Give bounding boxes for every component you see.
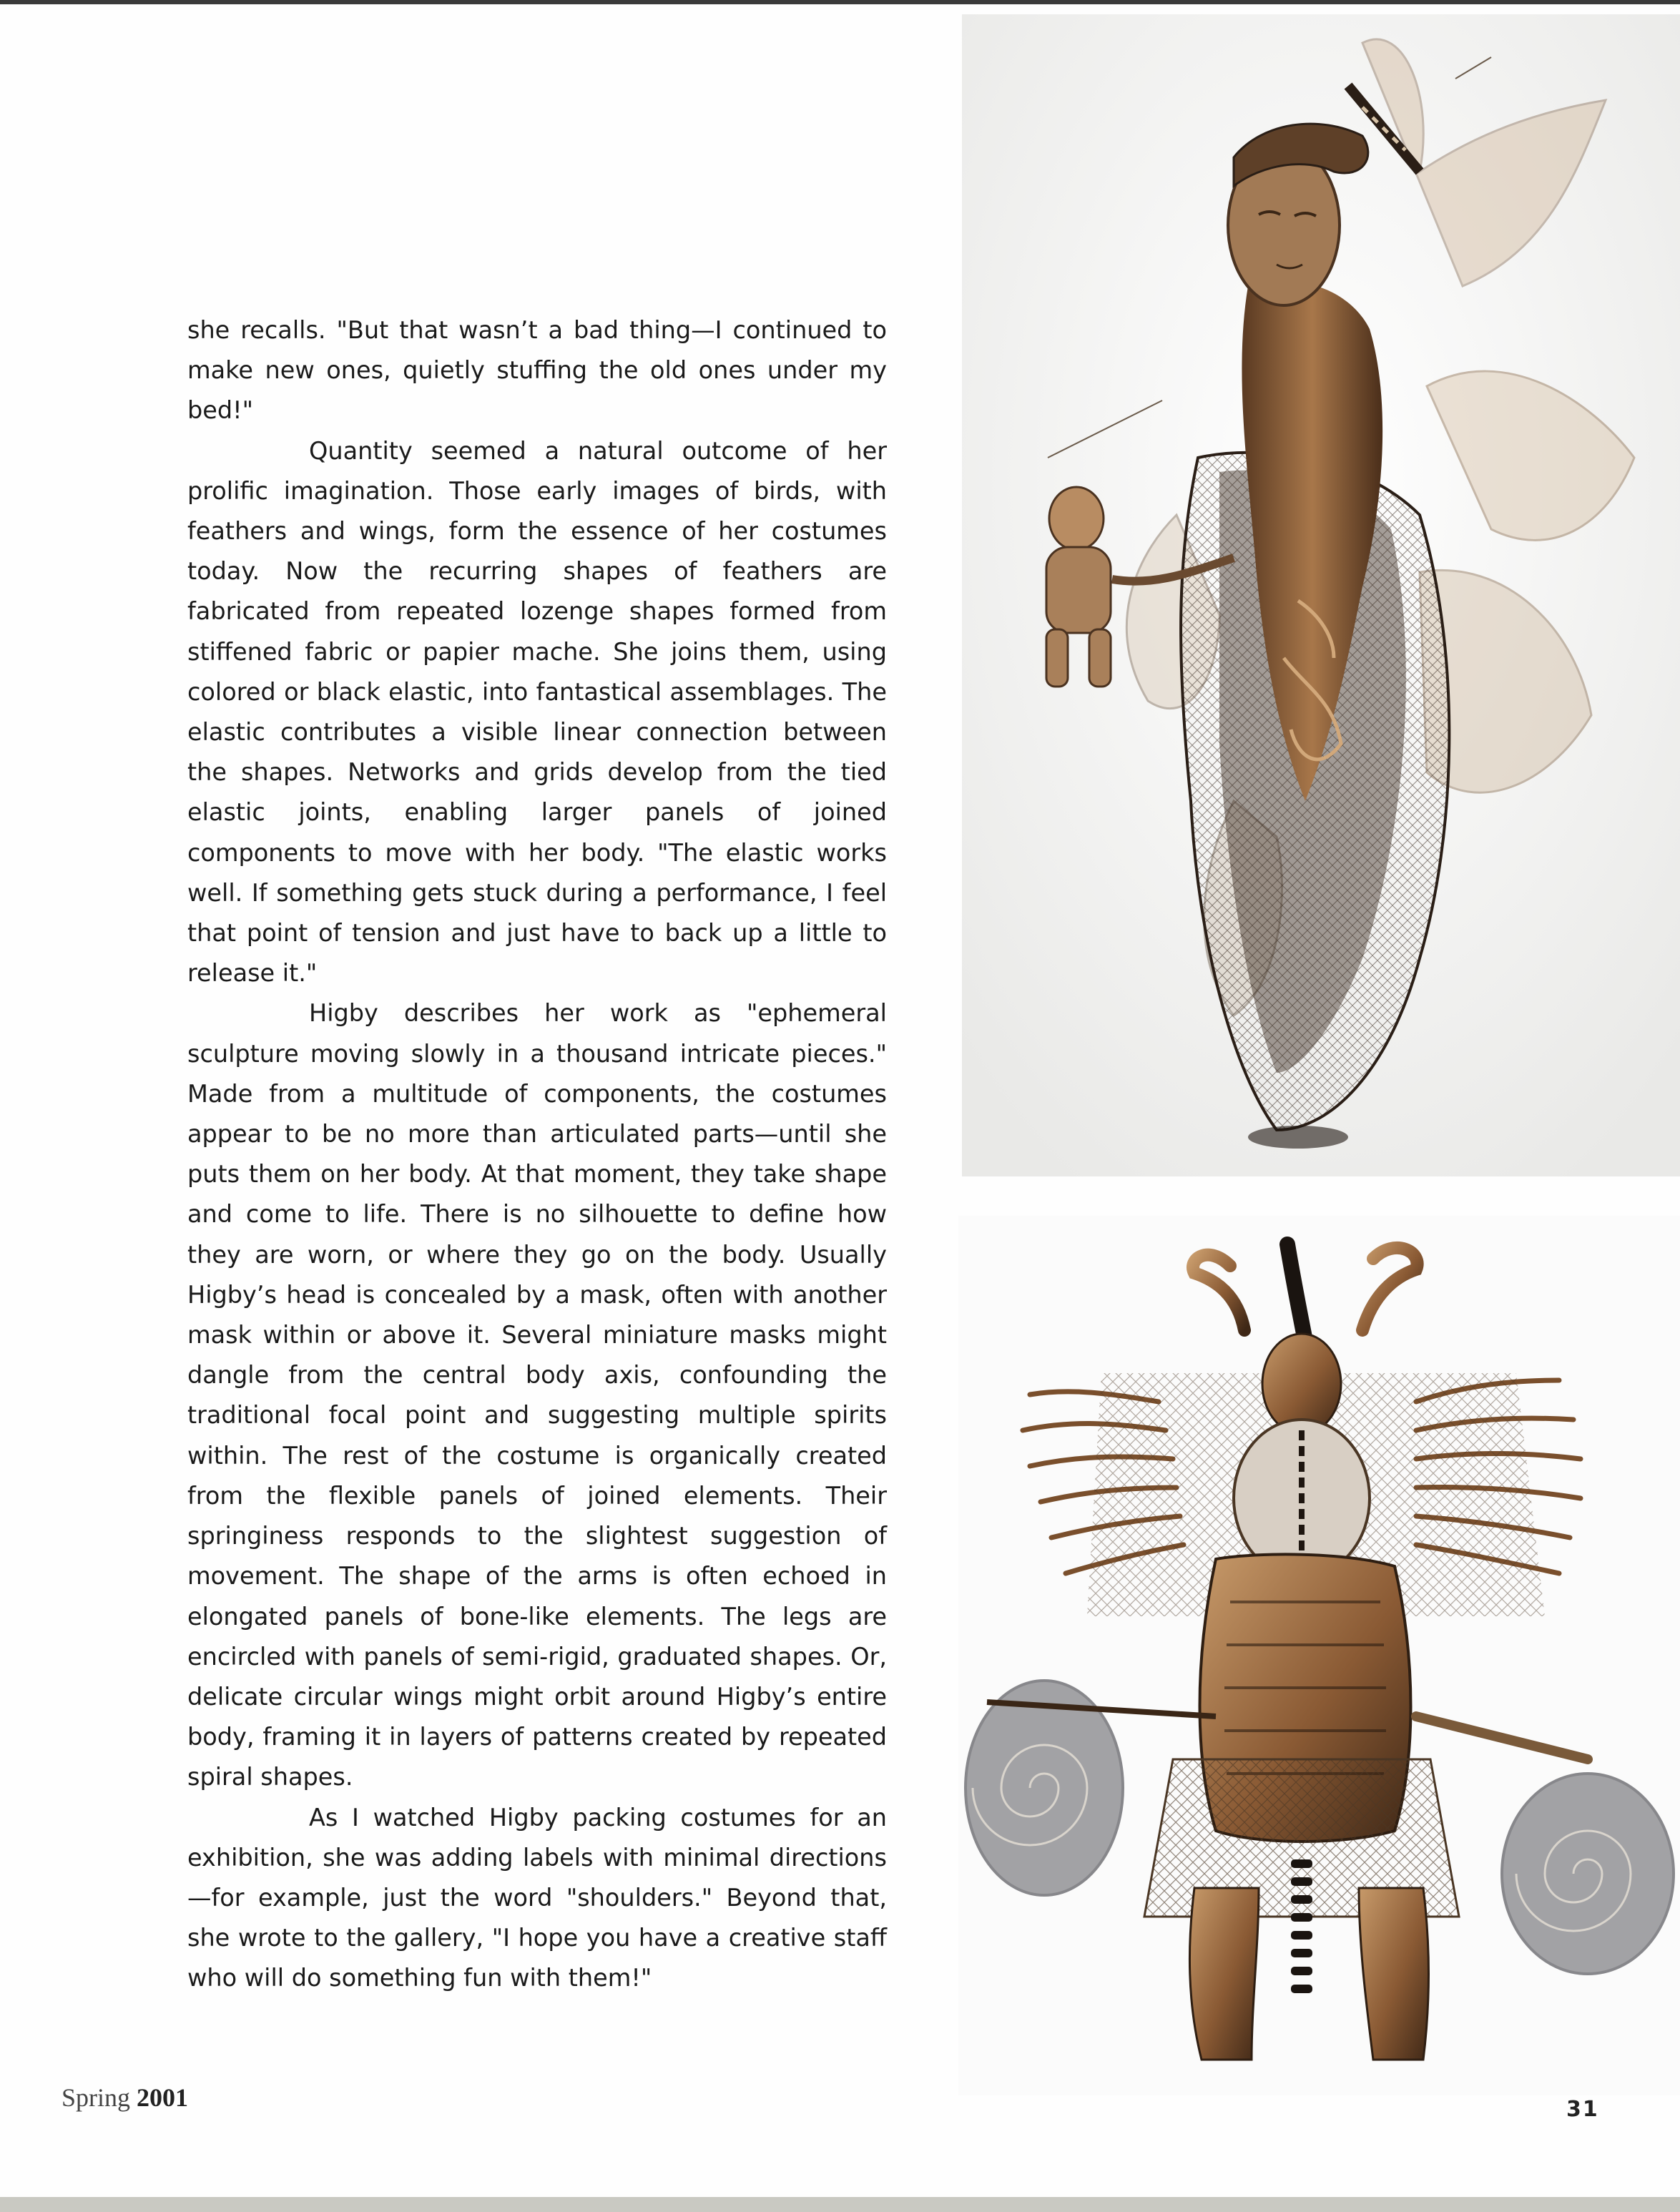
page-number: 31 <box>1566 2097 1599 2122</box>
article-paragraph-4: As I watched Higby packing costumes for an exhibition, she was adding labels with minimal directions—for example, just the word "shoulders." Beyond that, she wrote to the gallery, "I hope you have a creative staff who will do something fun with them!" <box>187 1803 887 1992</box>
costume-illustration-standing <box>962 14 1680 1176</box>
article-paragraph-3: Higby describes her work as "ephemeral sculpture moving slowly in a thousand intricate pieces." Made from a multitude of components, the costumes appear to be no more than articulated parts—until she puts them on her body. At that moment, they take shape and come to life. There is no silhouette to define how they are worn, or where they go on the body. Usually Higby’s head is concealed by a mask, often with another mask within or above it. Several miniature masks might dangle from the central body axis, confounding the traditional focal point and suggesting multiple spirits within. The rest of the costume is organically created from the flexible panels of joined elements. Their springiness responds to the slightest suggestion of movement. The shape of the arms is often echoed in elongated panels of bone-like elements. The legs are encircled with panels of semi-rigid, graduated shapes. Or, delicate circular wings might orbit around Higby’s entire body, framing it in layers of patterns created by repeated spiral shapes. <box>187 999 887 1791</box>
article-body <box>187 310 887 1999</box>
footer-season: Spring <box>62 2083 131 2112</box>
article-paragraph-1: she recalls. "But that wasn’t a bad thing—I continued to make new ones, quietly stuffing the old ones under my bed!" <box>187 316 887 425</box>
footer-year: 2001 <box>137 2083 189 2112</box>
costume-photo-seated-figure <box>958 1216 1680 2095</box>
page-top-edge <box>0 0 1680 4</box>
costume-photo-standing-figure <box>962 14 1680 1176</box>
footer-issue-date <box>62 2083 188 2113</box>
article-paragraph-2: Quantity seemed a natural outcome of her prolific imagination. Those early images of birds, with feathers and wings, form the essence of her costumes today. Now the recurring shapes of feathers are fabricated from repeated lozenge shapes formed from stiffened fabric or papier mache. She joins them, using colored or black elastic, into fantastical assemblages. The elastic contributes a visible linear connection between the shapes. Networks and grids develop from the tied elastic joints, enabling larger panels of joined components to move with her body. "The elastic works well. If something gets stuck during a performance, I feel that point of tension and just have to back up a little to release it." <box>187 436 887 988</box>
costume-illustration-seated <box>958 1216 1680 2095</box>
page-bottom-edge <box>0 2197 1680 2212</box>
